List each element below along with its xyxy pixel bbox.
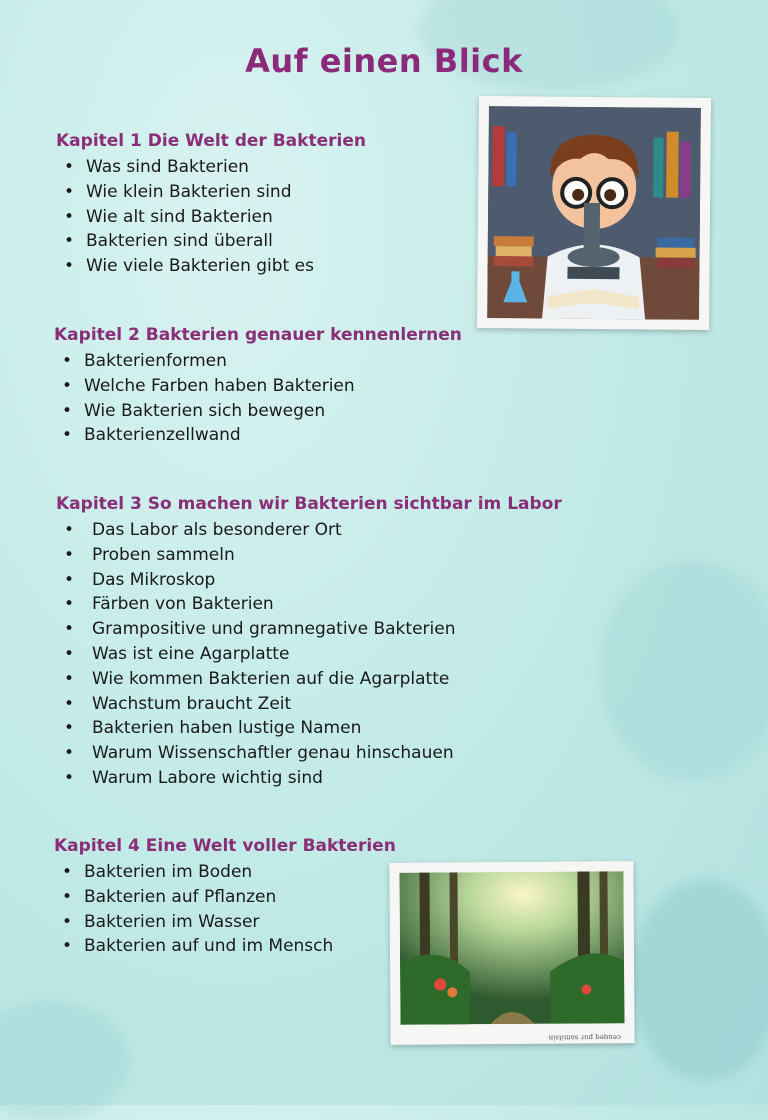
chapter-list: [54, 349, 462, 448]
chapter-heading: Kapitel 4 Eine Welt voller Bakterien: [54, 836, 396, 856]
chapter-heading: Kapitel 1 Die Welt der Bakterien: [56, 131, 366, 151]
list-item: • Was sind Bakterien: [64, 157, 249, 177]
list-item: • Warum Labore wichtig sind: [64, 767, 323, 788]
list-item: • Welche Farben haben Bakterien: [62, 375, 355, 396]
list-item: • Bakterienzellwand: [62, 425, 241, 446]
list-item: • Bakterien im Wasser: [62, 911, 260, 932]
scientist-image: [487, 106, 701, 320]
list-item: • Wie Bakterien sich bewegen: [62, 400, 326, 421]
list-item: • Bakterienformen: [62, 351, 227, 371]
background-blob: [600, 560, 768, 780]
chapter-heading: Kapitel 2 Bakterien genauer kennenlernen: [54, 325, 462, 345]
chapter-heading: Kapitel 3 So machen wir Bakterien sichtbar im Labor: [56, 494, 562, 514]
list-item: • Das Labor als besonderer Ort: [64, 520, 342, 540]
page-title: Auf einen Blick: [245, 42, 523, 80]
chapter-2: [54, 325, 462, 448]
list-item: • Bakterien im Boden: [62, 862, 253, 882]
forest-image: [399, 871, 624, 1025]
chapter-list: [54, 860, 396, 959]
list-item: • Färben von Bakterien: [64, 594, 274, 615]
list-item: • Wie viele Bakterien gibt es: [64, 256, 314, 277]
list-item: • Das Mikroskop: [64, 569, 216, 590]
chapter-list: [56, 518, 562, 791]
background-blob: [630, 880, 768, 1080]
list-item: • Wachstum braucht Zeit: [64, 693, 292, 714]
list-item: • Grampositive und gramnegative Bakterien: [64, 619, 456, 640]
chapter-1: [56, 131, 366, 279]
list-item: • Bakterien sind überall: [64, 231, 273, 252]
list-item: • Bakterien auf Pflanzen: [62, 886, 277, 907]
chapter-4: [54, 836, 396, 959]
scientist-illustration: [477, 96, 711, 330]
chapter-list: [56, 155, 366, 279]
list-item: • Was ist eine Agarplatte: [64, 643, 290, 664]
chapter-3: [56, 494, 562, 791]
forest-illustration: [389, 861, 634, 1045]
list-item: • Bakterien auf und im Mensch: [62, 936, 334, 957]
list-item: • Wie kommen Bakterien auf die Agarplatte: [64, 668, 450, 689]
list-item: • Wie klein Bakterien sind: [64, 181, 292, 202]
background-blob: [0, 1000, 130, 1120]
forest-caption: ceuqeq pur samitsin: [548, 1033, 621, 1042]
list-item: • Proben sammeln: [64, 544, 235, 565]
list-item: • Warum Wissenschaftler genau hinschauen: [64, 743, 454, 764]
list-item: • Wie alt sind Bakterien: [64, 206, 273, 227]
list-item: • Bakterien haben lustige Namen: [64, 718, 362, 739]
